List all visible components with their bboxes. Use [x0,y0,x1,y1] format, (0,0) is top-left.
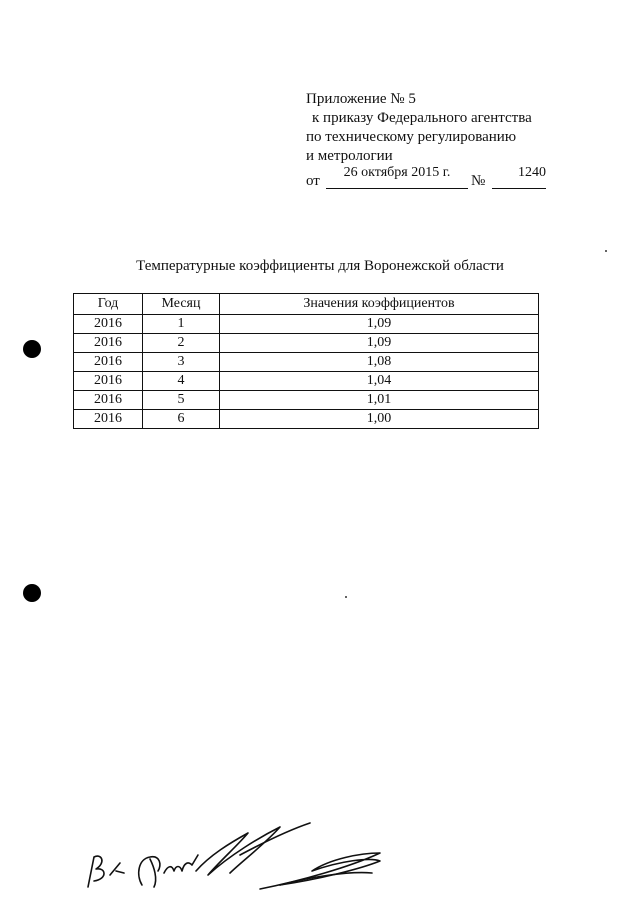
document-title: Температурные коэффициенты для Воронежской области [136,258,504,274]
table-row [74,334,539,353]
order-number: 1240 [492,164,546,189]
punch-hole-lower [23,584,41,602]
appendix-order-line: к приказу Федерального агентства [312,110,532,126]
appendix-header [306,90,556,192]
cell-coefficient: 1,00 [220,410,539,429]
header-year: Год [74,294,143,315]
handwritten-signature [80,815,400,895]
cell-year: 2016 [74,410,143,429]
cell-year: 2016 [74,391,143,410]
cell-month: 1 [143,315,220,334]
cell-month: 4 [143,372,220,391]
table-row [74,410,539,429]
order-date: 26 октября 2015 г. [326,164,468,189]
cell-coefficient: 1,09 [220,315,539,334]
cell-coefficient: 1,04 [220,372,539,391]
cell-coefficient: 1,08 [220,353,539,372]
cell-month: 5 [143,391,220,410]
punch-hole-upper [23,340,41,358]
scan-speck [345,596,347,598]
cell-month: 2 [143,334,220,353]
header-month: Месяц [143,294,220,315]
date-prefix: от [306,173,320,189]
table-row [74,315,539,334]
scan-speck [605,250,607,252]
appendix-title: Приложение № 5 [306,91,416,107]
cell-year: 2016 [74,315,143,334]
table-row [74,372,539,391]
table-row [74,353,539,372]
cell-month: 6 [143,410,220,429]
order-date-line [306,164,556,192]
header-coefficient: Значения коэффициентов [220,294,539,315]
cell-year: 2016 [74,334,143,353]
number-sign: № [471,173,486,189]
appendix-metrology-line: и метрологии [306,148,393,164]
coefficients-table [73,293,539,429]
cell-year: 2016 [74,353,143,372]
cell-year: 2016 [74,372,143,391]
cell-coefficient: 1,01 [220,391,539,410]
table-header-row [74,294,539,315]
cell-coefficient: 1,09 [220,334,539,353]
cell-month: 3 [143,353,220,372]
table-row [74,391,539,410]
appendix-agency-line: по техническому регулированию [306,129,517,145]
